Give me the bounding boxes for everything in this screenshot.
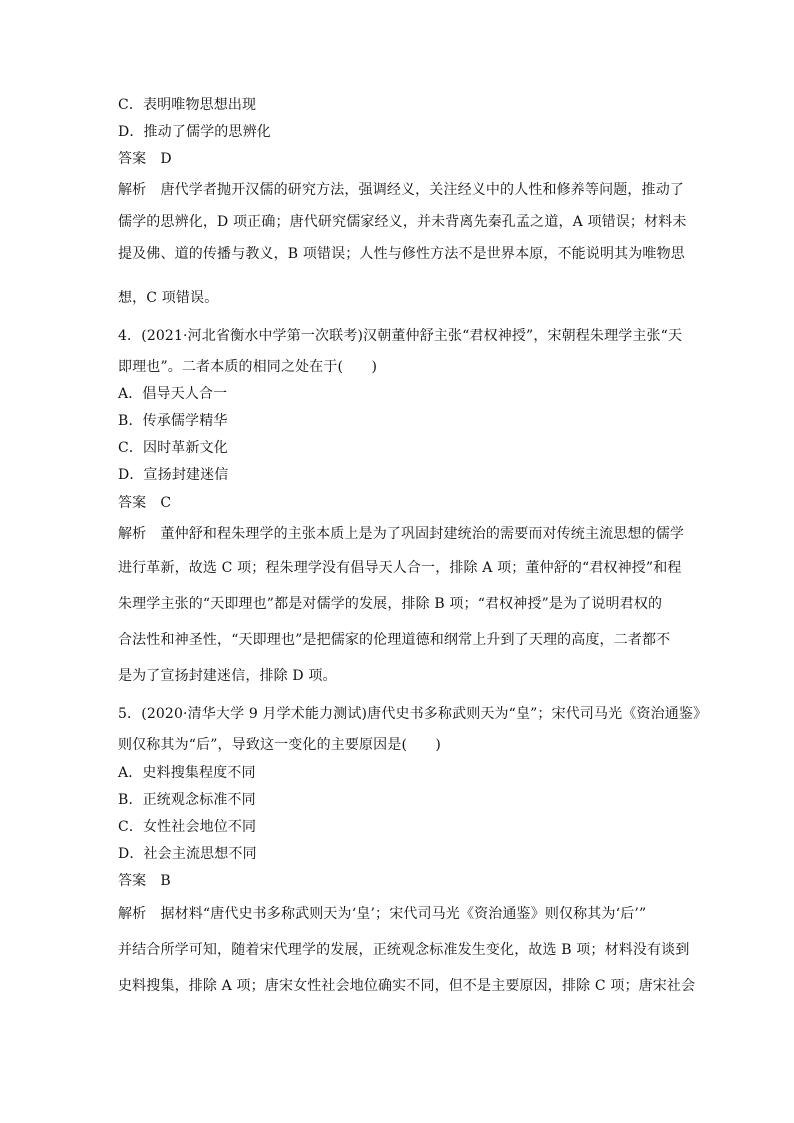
q4-analysis-line: 朱理学主张的“天即理也”都是对儒学的发展，排除 B 项；“君权神授”是为了说明君权的 <box>118 596 663 612</box>
q3-analysis-line: 解析 唐代学者抛开汉儒的研究方法，强调经义，关注经义中的人性和修养等问题，推动了 <box>118 182 684 198</box>
answer-label: 答案 <box>118 873 147 889</box>
q5-option-d: D．社会主流思想不同 <box>118 846 257 862</box>
q5-option-b: B．正统观念标准不同 <box>118 792 256 808</box>
q4-stem-line: 即理也”。二者本质的相同之处在于( ) <box>118 359 378 375</box>
q5-stem-line: 则仅称其为“后”，导致这一变化的主要原因是( ) <box>118 737 441 753</box>
answer-label: 答案 <box>118 151 147 167</box>
q3-analysis-line: 儒学的思辨化，D 项正确；唐代研究儒家经义，并未背离先秦孔孟之道，A 项错误；材料未 <box>118 214 687 230</box>
q3-option-d: D．推动了儒学的思辨化 <box>118 124 271 140</box>
q4-option-b: B．传承儒学精华 <box>118 413 228 429</box>
q4-option-d: D．宣扬封建迷信 <box>118 467 229 483</box>
q4-answer <box>118 493 678 513</box>
q3-option-c: C．表明唯物思想出现 <box>118 97 257 113</box>
answer-value: C <box>160 495 172 511</box>
q4-analysis-line: 合法性和神圣性，“天即理也”是把儒家的伦理道德和纲常上升到了天理的高度，二者都不 <box>118 632 671 648</box>
q4-option-a: A．倡导天人合一 <box>118 386 228 402</box>
q5-option-c: C．女性社会地位不同 <box>118 819 257 835</box>
q5-stem-line: 5．(2020·清华大学 9 月学术能力测试)唐代史书多称武则天为“皇”；宋代司马光《资治通鉴》 <box>118 706 708 722</box>
answer-value: D <box>160 151 172 167</box>
q4-analysis-line: 解析 董仲舒和程朱理学的主张本质上是为了巩固封建统治的需要而对传统主流思想的儒学 <box>118 526 684 542</box>
q3-analysis-line: 想，C 项错误。 <box>118 290 219 306</box>
q5-analysis-line: 解析 据材料“唐代史书多称武则天为‘皇’；宋代司马光《资治通鉴》则仅称其为‘后’” <box>118 906 647 922</box>
q3-answer <box>118 149 678 169</box>
answer-label: 答案 <box>118 495 147 511</box>
q4-stem-line: 4．(2021·河北省衡水中学第一次联考)汉朝董仲舒主张“君权神授”，宋朝程朱理学主张“天 <box>118 328 683 344</box>
q3-analysis-line: 提及佛、道的传播与教义，B 项错误；人性与修性方法不是世界本原，不能说明其为唯物思 <box>118 246 685 262</box>
q5-analysis-line: 史料搜集，排除 A 项；唐宋女性社会地位确实不同，但不是主要原因，排除 C 项；唐宋社会 <box>118 978 696 994</box>
q4-analysis-line: 进行革新，故选 C 项；程朱理学没有倡导天人合一，排除 A 项；董仲舒的“君权神授”和程 <box>118 560 682 576</box>
answer-value: B <box>160 873 171 889</box>
q4-option-c: C．因时革新文化 <box>118 440 228 456</box>
q5-analysis-line: 并结合所学可知，随着宋代理学的发展，正统观念标准发生变化，故选 B 项；材料没有谈到 <box>118 942 690 958</box>
q5-option-a: A．史料搜集程度不同 <box>118 765 256 781</box>
q4-analysis-line: 是为了宣扬封建迷信，排除 D 项。 <box>118 668 337 684</box>
q5-answer <box>118 871 678 891</box>
